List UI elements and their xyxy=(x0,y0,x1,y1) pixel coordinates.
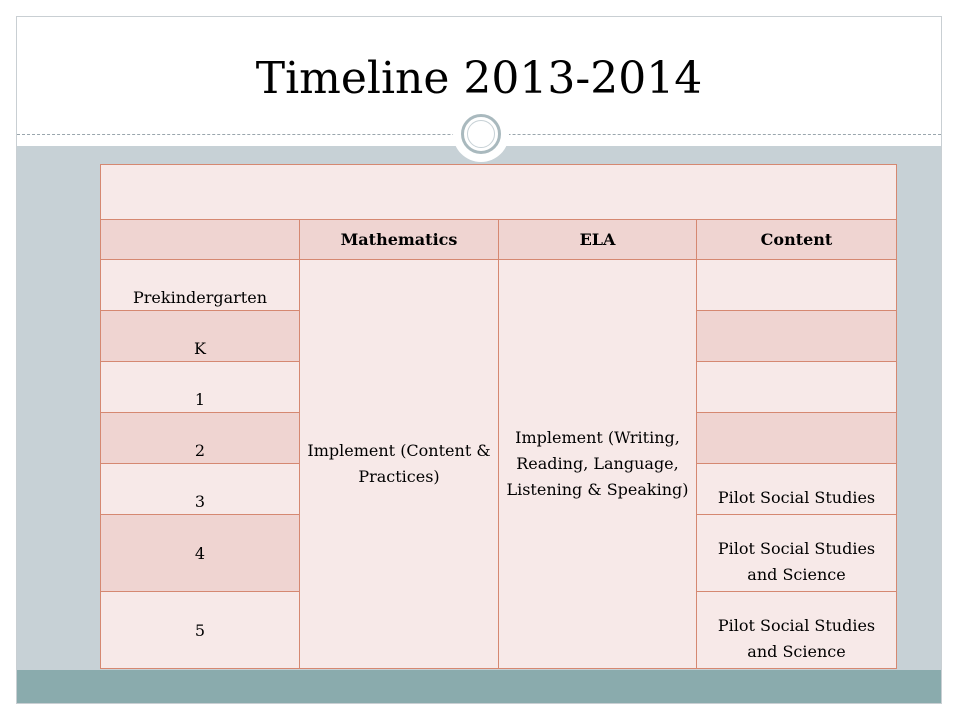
content-cell: Pilot Social Studies and Science xyxy=(697,515,897,592)
content-cell: Pilot Social Studies and Science xyxy=(697,592,897,669)
table-header-row xyxy=(101,220,897,260)
ela-cell: Implement (Writing, Reading, Language, Listening & Speaking) xyxy=(499,260,697,669)
column-header-mathematics: Mathematics xyxy=(300,220,499,260)
grade-cell: 4 xyxy=(101,515,300,592)
divider-circle-icon xyxy=(461,114,501,154)
mathematics-cell: Implement (Content & Practices) xyxy=(300,260,499,669)
table-top-row xyxy=(101,165,897,220)
column-header-ela: ELA xyxy=(499,220,697,260)
timeline-table xyxy=(100,164,897,669)
grade-cell: 5 xyxy=(101,592,300,669)
grade-cell: 1 xyxy=(101,362,300,413)
content-cell: Pilot Social Studies xyxy=(697,464,897,515)
content-cell xyxy=(697,311,897,362)
footer-band xyxy=(17,670,941,703)
column-header-grade xyxy=(101,220,300,260)
content-cell xyxy=(697,260,897,311)
table-row xyxy=(101,260,897,311)
table-top-cell xyxy=(101,165,897,220)
content-cell xyxy=(697,413,897,464)
content-cell xyxy=(697,362,897,413)
slide-title: Timeline 2013-2014 xyxy=(255,53,703,104)
grade-cell: K xyxy=(101,311,300,362)
grade-cell: 3 xyxy=(101,464,300,515)
grade-cell: Prekindergarten xyxy=(101,260,300,311)
column-header-content: Content xyxy=(697,220,897,260)
grade-cell: 2 xyxy=(101,413,300,464)
